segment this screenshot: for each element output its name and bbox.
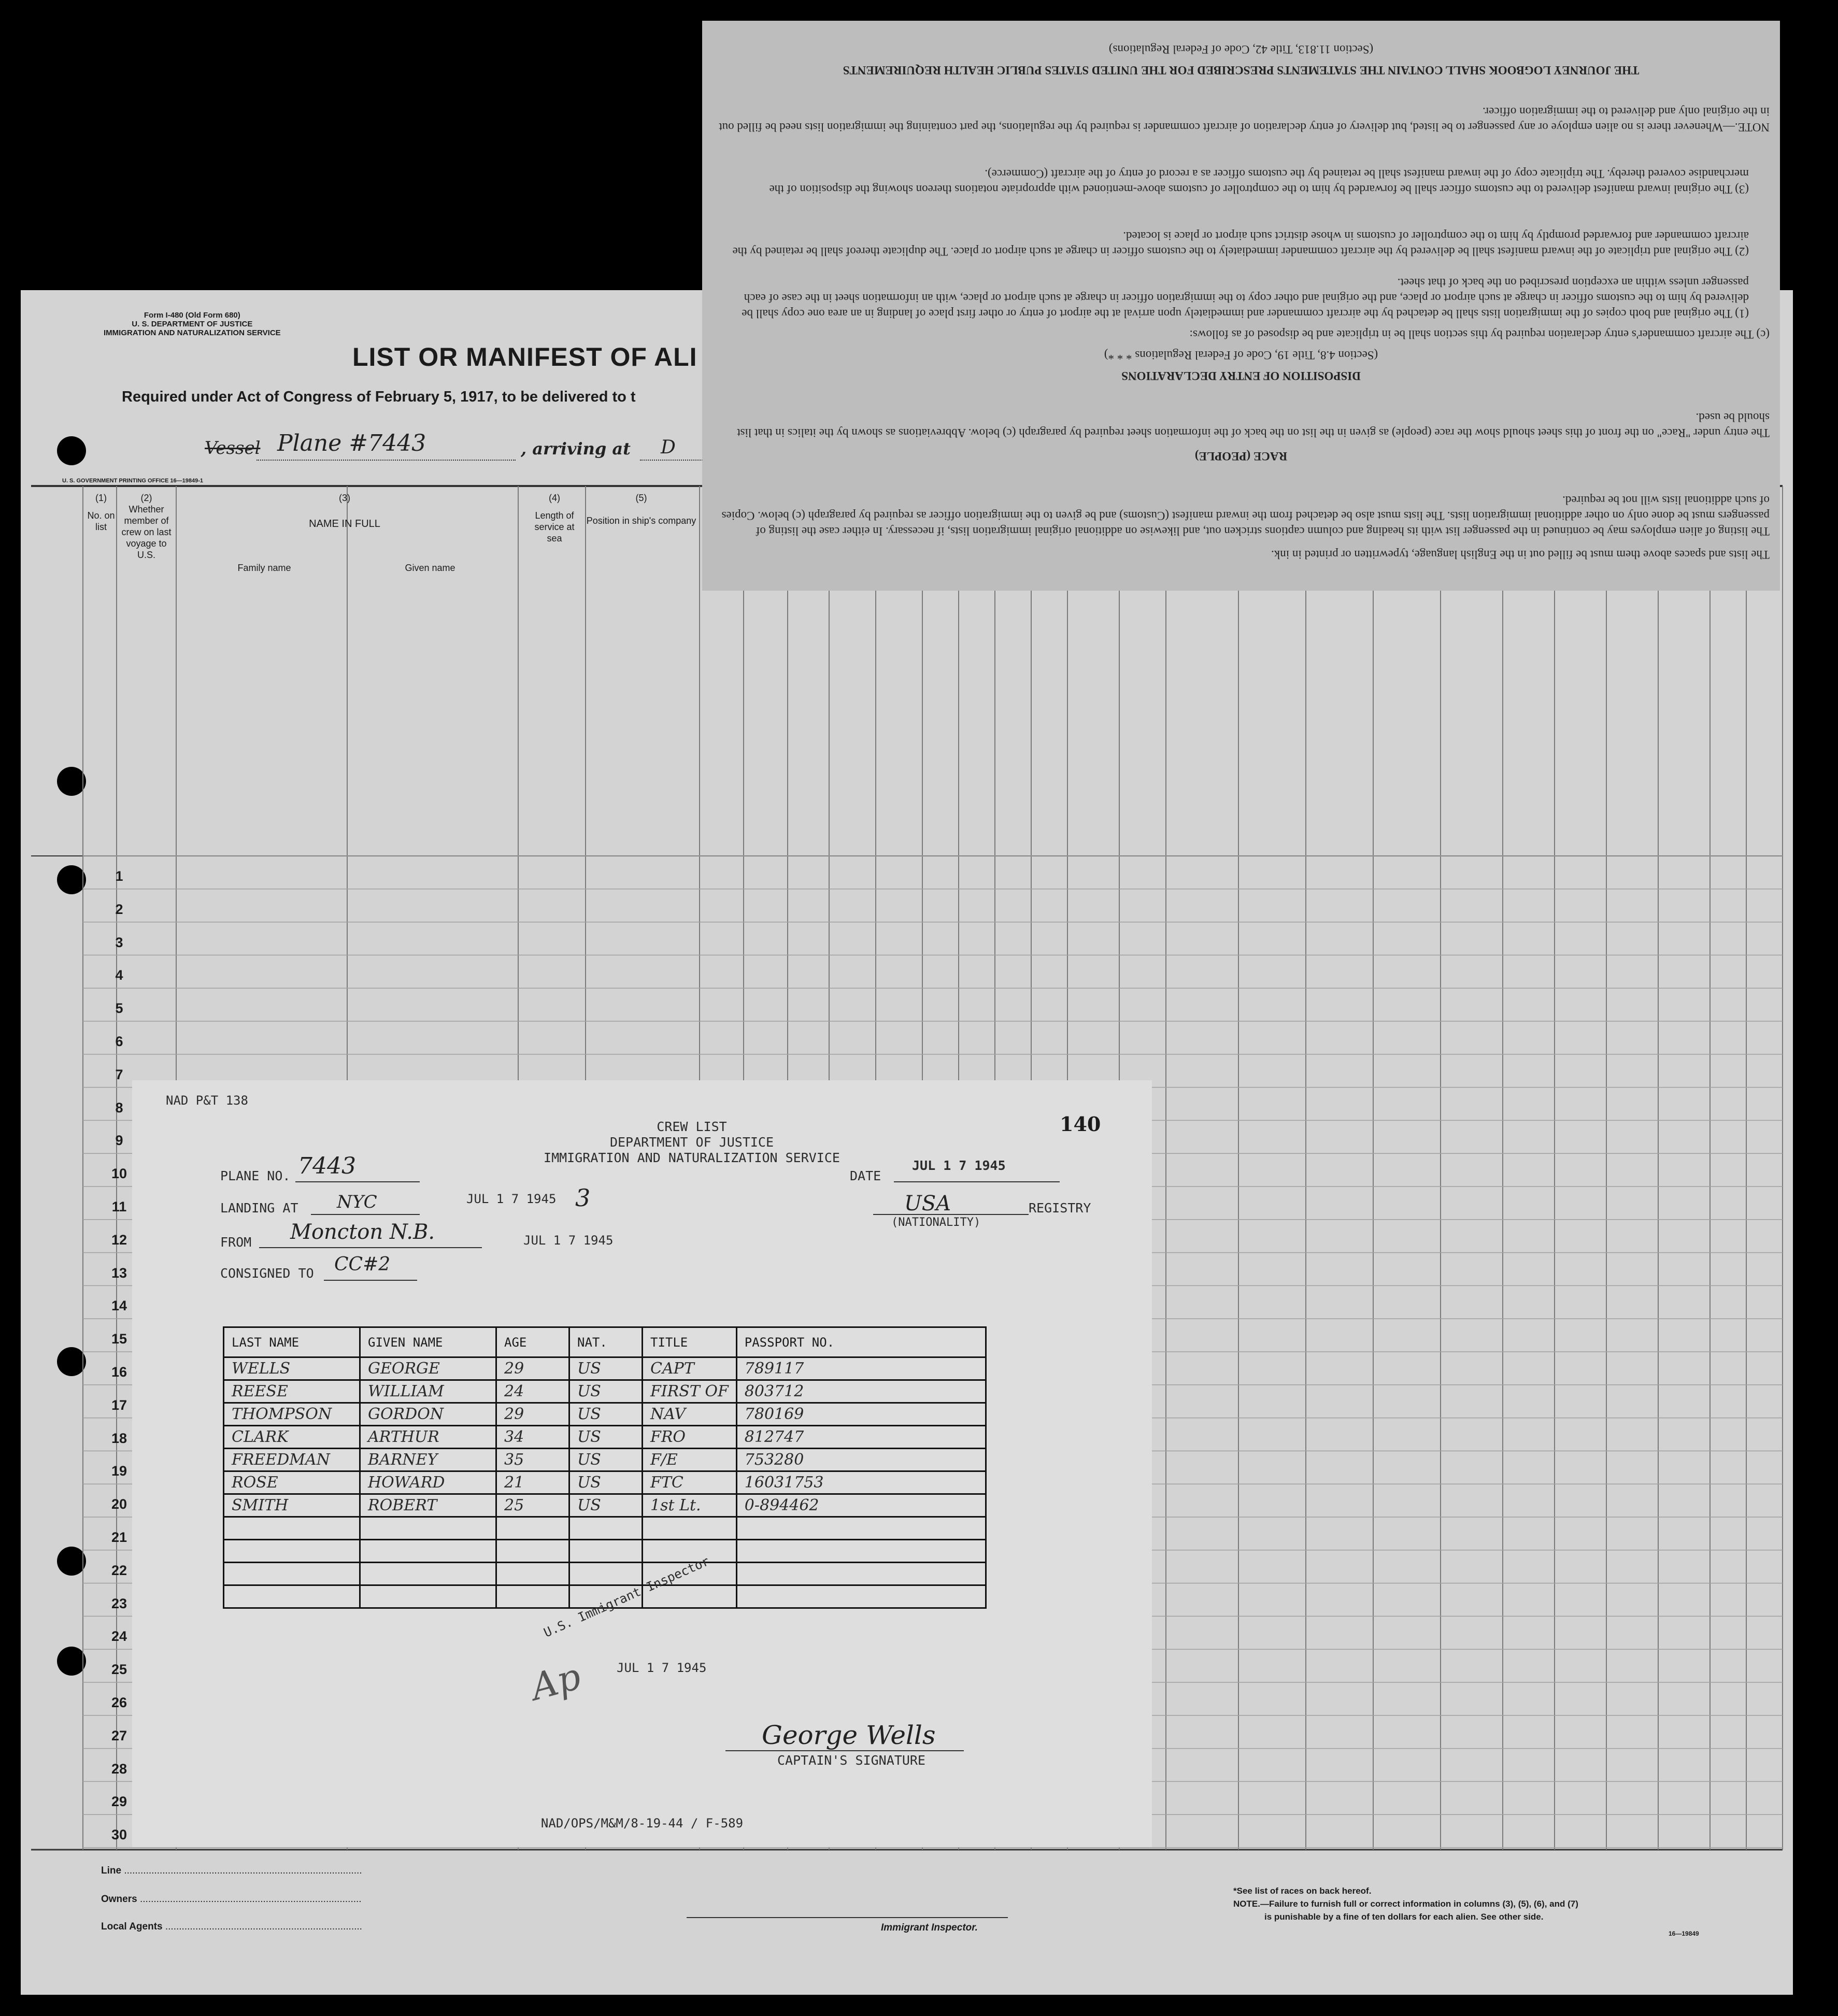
crew-title: CAPT <box>643 1357 737 1380</box>
crew-age: 34 <box>496 1426 569 1449</box>
instruction-listing: The listing of alien employes may be continued in the passenger list with its heading and column captions stricken out, and likewise on additional original immigration lists, if necessary. In either case the listing of passengers must be done only on other additional immigration lists. The lists must also be detached from the inward manifest (Customs) and be given to the immigration officer as required by paragraph (c) below. Copies of such additional lists will not be required. <box>721 494 1770 538</box>
row-number: 18 <box>111 1430 127 1446</box>
crew-age: 29 <box>496 1403 569 1426</box>
crew-row <box>224 1357 986 1380</box>
crew-given-name: ROBERT <box>360 1494 496 1517</box>
card-code-top: NAD P&T 138 <box>166 1093 248 1108</box>
plane-value: 7443 <box>298 1153 356 1179</box>
crew-last-name <box>224 1563 360 1585</box>
crew-given-name <box>360 1540 496 1563</box>
crew-last-name: SMITH <box>224 1494 360 1517</box>
crew-title: FIRST OF <box>643 1380 737 1403</box>
header-last-name: LAST NAME <box>224 1327 360 1357</box>
crew-nationality <box>569 1563 643 1585</box>
crew-last-name <box>224 1517 360 1540</box>
printing-office: U. S. GOVERNMENT PRINTING OFFICE 16—19849-1 <box>62 478 204 484</box>
column-header-no: (1) No. on list <box>87 493 115 532</box>
instruction-note: NOTE.—Whenever there is no alien employe or any passenger to be listed, but delivery of entry declaration of aircraft commander is required by the regulations, the part containing the immigration lists need be filled out in the original only and delivered to the immigration officer. <box>719 105 1770 134</box>
crew-passport-no <box>736 1563 986 1585</box>
footer-note-fine: NOTE.—Failure to furnish full or correct information in columns (3), (5), (6), and (7) <box>1233 1899 1578 1909</box>
crew-age <box>496 1563 569 1585</box>
citation-health: (Section 11.813, Title 42, Code of Federal Regulations) <box>1108 43 1374 56</box>
nationality-value: USA <box>904 1192 951 1216</box>
crew-last-name: FREEDMAN <box>224 1449 360 1471</box>
crew-nationality: US <box>569 1494 643 1517</box>
row-number: 1 <box>115 868 123 884</box>
consigned-value: CC#2 <box>334 1254 391 1275</box>
crew-last-name: ROSE <box>224 1471 360 1494</box>
crew-given-name <box>360 1585 496 1608</box>
crew-nationality: US <box>569 1380 643 1403</box>
crew-nationality <box>569 1540 643 1563</box>
instruction-race: The entry under "Race" on the front of this sheet should show the race (people) as given in the list on the back of the information sheet required by paragraph (c) below. Abbreviations as shown by the italics in that list should be used. <box>737 411 1770 439</box>
row-number: 19 <box>111 1463 127 1479</box>
crew-age <box>496 1585 569 1608</box>
row-number: 21 <box>111 1529 127 1545</box>
heading-race: RACE (PEOPLE) <box>1194 450 1288 463</box>
crew-title: 1st Lt. <box>643 1494 737 1517</box>
crew-nationality <box>569 1517 643 1540</box>
date-stamp-3: JUL 1 7 1945 <box>617 1661 707 1675</box>
crew-age: 25 <box>496 1494 569 1517</box>
row-number: 7 <box>115 1066 123 1082</box>
crew-nationality: US <box>569 1471 643 1494</box>
given-name-header: Given name <box>405 563 455 573</box>
row-number: 29 <box>111 1794 127 1810</box>
instructions-overlay <box>702 21 1780 591</box>
date-stamp-2: JUL 1 7 1945 <box>523 1233 614 1248</box>
crew-title: NAV <box>643 1403 737 1426</box>
row-number: 8 <box>115 1099 123 1116</box>
landing-value: NYC <box>337 1192 377 1212</box>
instruction-1: (1) The original and both copies of the immigration lists shall be detached by the aircraft commander and immediately upon arrival at the airport of entry or other first place of landing in an area one copy shall be delivered by him to the customs officer in charge at such airport or place, and the original and other copy to the immigration officer in charge at such airport or place, with an information sheet in the case of each passenger unless within an exception prescribed on the back of that sheet. <box>742 276 1749 320</box>
page-title: LIST OR MANIFEST OF ALI <box>352 342 697 371</box>
row-number: 30 <box>111 1827 127 1843</box>
crew-title <box>643 1517 737 1540</box>
row-number: 9 <box>115 1133 123 1149</box>
row-number: 2 <box>115 901 123 917</box>
header-title: TITLE <box>643 1327 737 1357</box>
card-number: 140 <box>1060 1112 1101 1136</box>
crew-passport-no: 16031753 <box>736 1471 986 1494</box>
crew-nationality: US <box>569 1403 643 1426</box>
row-number: 16 <box>111 1364 127 1380</box>
footer-line-label: Line ....................................................................................... <box>101 1865 362 1876</box>
crew-nationality: US <box>569 1357 643 1380</box>
crew-title: F/E <box>643 1449 737 1471</box>
form-number: Form I-480 (Old Form 680) <box>144 311 240 320</box>
header-passport: PASSPORT NO. <box>736 1327 986 1357</box>
crew-last-name: THOMPSON <box>224 1403 360 1426</box>
date-label: DATE <box>850 1168 881 1183</box>
footer-note-races: *See list of races on back hereof. <box>1233 1886 1372 1896</box>
row-number: 20 <box>111 1496 127 1512</box>
footer-agents-label: Local Agents ........................................................................ <box>101 1921 362 1932</box>
crew-row <box>224 1517 986 1540</box>
crew-given-name <box>360 1563 496 1585</box>
header-nat: NAT. <box>569 1327 643 1357</box>
crew-given-name: GEORGE <box>360 1357 496 1380</box>
crew-passport-no: 812747 <box>736 1426 986 1449</box>
crew-passport-no: 780169 <box>736 1403 986 1426</box>
row-number: 17 <box>111 1397 127 1413</box>
heading-disposition: DISPOSITION OF ENTRY DECLARATIONS <box>1121 369 1361 382</box>
crew-row <box>224 1563 986 1585</box>
crew-table-header <box>224 1327 986 1357</box>
row-number: 14 <box>111 1298 127 1314</box>
row-number: 26 <box>111 1695 127 1710</box>
crew-row <box>224 1403 986 1426</box>
vessel-label: Vessel <box>205 438 261 459</box>
row-number: 12 <box>111 1232 127 1248</box>
crew-last-name <box>224 1585 360 1608</box>
page-subtitle: Required under Act of Congress of February 5, 1917, to be delivered to t <box>122 389 636 405</box>
crew-nationality: US <box>569 1449 643 1471</box>
column-header-name: (3) NAME IN FULL <box>309 493 380 530</box>
crew-row <box>224 1449 986 1471</box>
row-number: 3 <box>115 934 123 950</box>
arriving-label: , arriving at <box>521 439 631 459</box>
card-code-bottom: NAD/OPS/M&M/8-19-44 / F-589 <box>540 1816 744 1831</box>
instruction-2: (2) The original and triplicate of the inward manifest shall be delivered by the aircraft commander immediately to the customs officer in charge at such airport or place. The duplicate thereof shall be retained by the aircraft commander and forwarded promptly by him to the comptroller of customs in whose district such airport or place is located. <box>732 230 1749 258</box>
row-number: 5 <box>115 1000 123 1017</box>
from-label: FROM <box>220 1235 252 1250</box>
crew-passport-no <box>736 1517 986 1540</box>
crew-last-name: REESE <box>224 1380 360 1403</box>
crew-list-card <box>132 1080 1152 1847</box>
crew-age: 24 <box>496 1380 569 1403</box>
from-value: Moncton N.B. <box>290 1220 435 1244</box>
footer-code: 16—19849 <box>1669 1930 1699 1937</box>
captain-signature: George Wells <box>762 1720 936 1750</box>
row-number: 11 <box>111 1199 127 1214</box>
instruction-c: (c) The aircraft commander's entry declaration required by this section shall be in triplicate and be disposed of as follows: <box>1189 328 1770 341</box>
crew-row <box>224 1494 986 1517</box>
crew-given-name: BARNEY <box>360 1449 496 1471</box>
row-number: 10 <box>111 1166 127 1182</box>
crew-row <box>224 1426 986 1449</box>
crew-age: 35 <box>496 1449 569 1471</box>
crew-passport-no: 0-894462 <box>736 1494 986 1517</box>
crew-passport-no: 753280 <box>736 1449 986 1471</box>
column-header-length: (4) Length of service at sea <box>534 493 575 544</box>
crew-passport-no <box>736 1585 986 1608</box>
inspector-signature: Ap <box>526 1655 586 1709</box>
crew-row <box>224 1380 986 1403</box>
row-number: 13 <box>111 1265 127 1281</box>
date-stamp-1: JUL 1 7 1945 <box>466 1192 557 1206</box>
row-number: 22 <box>111 1562 127 1578</box>
crew-table <box>223 1326 987 1609</box>
heading-logbook: THE JOURNEY LOGBOOK SHALL CONTAIN THE STATEMENTS PRESCRIBED FOR THE UNITED STATES PUBLIC HEALTH REQUIREMENTS <box>843 64 1640 77</box>
crew-age <box>496 1540 569 1563</box>
crew-age: 21 <box>496 1471 569 1494</box>
footer-note-fine-2: is punishable by a fine of ten dollars for each alien. See other side. <box>1264 1912 1544 1922</box>
captain-signature-label: CAPTAIN'S SIGNATURE <box>777 1753 925 1768</box>
crew-given-name: WILLIAM <box>360 1380 496 1403</box>
row-number: 27 <box>111 1727 127 1743</box>
header-age: AGE <box>496 1327 569 1357</box>
service-name: IMMIGRATION AND NATURALIZATION SERVICE <box>104 328 281 337</box>
date-value: JUL 1 7 1945 <box>912 1158 1006 1173</box>
crew-title: FRO <box>643 1426 737 1449</box>
crew-passport-no: 803712 <box>736 1380 986 1403</box>
row-number: 23 <box>111 1595 127 1611</box>
column-header-crew: (2) Whether member of crew on last voyage to U.S. <box>121 493 172 560</box>
citation-customs: (Section 4.8, Title 19, Code of Federal Regulations * * *) <box>1104 349 1378 362</box>
crew-given-name <box>360 1517 496 1540</box>
family-name-header: Family name <box>237 563 291 573</box>
department-name: U. S. DEPARTMENT OF JUSTICE <box>132 320 253 328</box>
instruction-3: (3) The original inward manifest delivered to the customs officer shall be forwarded by him to the comptroller of customs above-mentioned with appropriate notations thereon showing the disposition of the merchandise covered thereby. The triplicate copy of the inward manifest shall be retained by the customs officer as a record of entry of the aircraft (Commerce). <box>769 167 1749 196</box>
row-number: 24 <box>111 1628 127 1645</box>
crew-passport-no: 789117 <box>736 1357 986 1380</box>
crew-last-name <box>224 1540 360 1563</box>
crew-given-name: HOWARD <box>360 1471 496 1494</box>
crew-given-name: ARTHUR <box>360 1426 496 1449</box>
crew-nationality: US <box>569 1426 643 1449</box>
nationality-label: (NATIONALITY) <box>891 1216 981 1229</box>
crew-last-name: WELLS <box>224 1357 360 1380</box>
consigned-label: CONSIGNED TO <box>220 1266 314 1281</box>
footer-owners-label: Owners ................................................................................. <box>101 1894 362 1905</box>
arriving-value: D <box>661 437 676 458</box>
row-number: 25 <box>111 1662 127 1678</box>
inspector-stamp: U.S. Immigrant Inspector <box>542 1553 712 1640</box>
plane-label: PLANE NO. <box>220 1168 291 1183</box>
header-given-name: GIVEN NAME <box>360 1327 496 1357</box>
crew-last-name: CLARK <box>224 1426 360 1449</box>
card-title: CREW LIST DEPARTMENT OF JUSTICE IMMIGRATION AND NATURALIZATION SERVICE <box>544 1119 840 1165</box>
crew-given-name: GORDON <box>360 1403 496 1426</box>
crew-row <box>224 1471 986 1494</box>
crew-row <box>224 1540 986 1563</box>
instruction-lists: The lists and spaces above them must be filled out in the English language, typewritten or printed in ink. <box>1271 548 1770 561</box>
crew-passport-no <box>736 1540 986 1563</box>
crew-age <box>496 1517 569 1540</box>
footer-inspector: Immigrant Inspector. <box>881 1922 978 1933</box>
crew-title: FTC <box>643 1471 737 1494</box>
row-number: 6 <box>115 1034 123 1049</box>
landing-label: LANDING AT <box>220 1200 298 1216</box>
crew-age: 29 <box>496 1357 569 1380</box>
inspector-line <box>687 1917 1008 1918</box>
row-number: 15 <box>111 1331 127 1347</box>
crew-title <box>643 1540 737 1563</box>
column-header-position: (5) Position in ship's company <box>586 493 696 526</box>
registry-label: REGISTRY <box>1029 1200 1091 1216</box>
row-number: 4 <box>115 967 123 983</box>
vessel-value: Plane #7443 <box>277 430 426 456</box>
row-number: 28 <box>111 1761 127 1777</box>
stamp-mark: 3 <box>575 1184 591 1212</box>
